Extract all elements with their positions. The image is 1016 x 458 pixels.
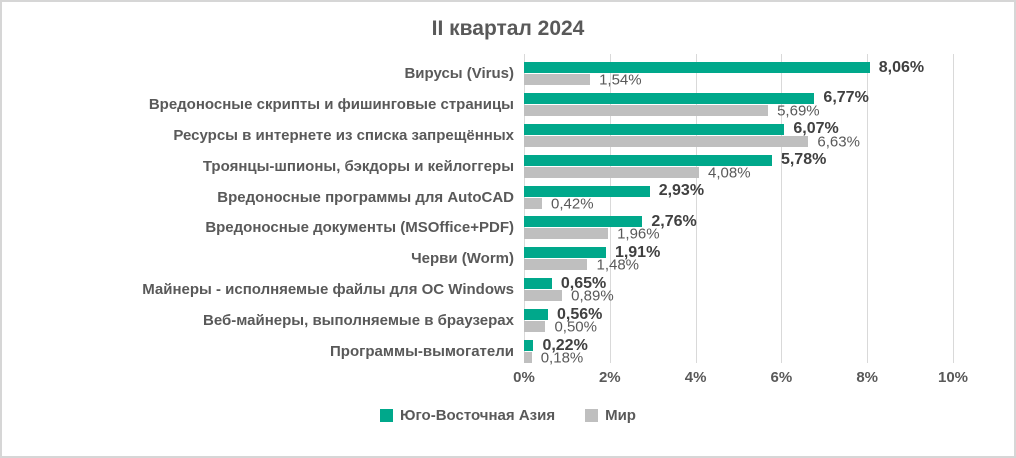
bar-world <box>524 321 545 332</box>
legend-label-sea: Юго-Восточная Азия <box>400 406 556 424</box>
value-label-world: 1,54% <box>599 71 642 89</box>
value-label-sea: 0,65% <box>560 274 607 292</box>
x-tick-label: 6% <box>770 369 793 386</box>
value-label-world: 0,18% <box>540 349 584 367</box>
category-label: Вредоносные документы (MSOffice+PDF) <box>205 219 514 237</box>
value-label-sea: 5,78% <box>780 151 827 169</box>
bar-world <box>524 74 590 85</box>
x-axis-ticks <box>513 367 1014 391</box>
bar-world <box>524 290 562 301</box>
chart-row <box>523 116 1014 151</box>
x-tick-label: 2% <box>598 369 621 386</box>
value-label-sea: 8,06% <box>878 58 925 76</box>
chart-row <box>523 178 1014 213</box>
value-label-world: 1,96% <box>617 225 660 243</box>
value-label-sea: 6,07% <box>793 120 839 138</box>
chart-row <box>523 239 1014 274</box>
chart-row <box>523 332 1014 367</box>
bar-world <box>524 352 532 363</box>
bar-world <box>524 228 608 239</box>
bar-sea <box>524 309 548 320</box>
value-label-world: 0,42% <box>551 195 594 213</box>
category-label: Черви (Worm) <box>411 250 514 268</box>
x-tick-label: 10% <box>937 369 969 386</box>
chart-row <box>523 147 1014 182</box>
value-label-world: 6,63% <box>817 133 860 151</box>
value-label-sea: 0,56% <box>557 305 603 323</box>
bar-sea <box>524 93 814 104</box>
bar-sea <box>524 340 533 351</box>
chart-body <box>2 54 1014 367</box>
value-label-world: 5,69% <box>777 102 820 120</box>
category-label: Вирусы (Virus) <box>404 64 514 82</box>
category-axis <box>2 54 523 363</box>
bar-sea <box>524 278 552 289</box>
value-label-sea: 2,93% <box>658 182 705 200</box>
legend-item-sea <box>380 407 555 424</box>
x-tick-label: 4% <box>684 369 707 386</box>
bar-world <box>524 167 699 178</box>
category-label: Ресурсы в интернете из списка запрещённых <box>173 126 514 144</box>
legend-item-world <box>585 407 636 424</box>
bar-world <box>524 136 808 147</box>
legend <box>2 403 1014 427</box>
x-tick-label: 8% <box>856 369 879 386</box>
value-label-world: 1,48% <box>596 256 640 274</box>
legend-swatch-sea <box>380 409 393 422</box>
category-label: Вредоносные программы для AutoCAD <box>217 188 514 206</box>
plot-area <box>523 54 1014 367</box>
bar-world <box>524 259 587 270</box>
chart-title: II квартал 2024 <box>431 17 585 40</box>
chart-row <box>523 85 1014 120</box>
x-tick-label: 0% <box>513 369 535 386</box>
bar-sea <box>524 62 870 73</box>
value-label-sea: 1,91% <box>614 243 661 261</box>
category-label: Веб-майнеры, выполняемые в браузерах <box>203 312 514 330</box>
category-label: Троянцы-шпионы, бэкдоры и кейлоггеры <box>202 157 514 175</box>
chart-row <box>523 270 1014 305</box>
category-label: Майнеры - исполняемые файлы для ОС Windows <box>142 281 514 299</box>
category-label: Программы-вымогатели <box>330 342 514 360</box>
chart-row <box>523 208 1014 243</box>
chart-row <box>523 301 1014 336</box>
value-label-sea: 2,76% <box>651 212 697 230</box>
bar-world <box>524 105 768 116</box>
x-axis <box>2 367 1014 391</box>
chart-row <box>523 54 1014 89</box>
value-label-sea: 0,22% <box>542 336 588 354</box>
value-label-world: 0,89% <box>571 287 614 305</box>
value-label-sea: 6,77% <box>823 89 869 107</box>
legend-label-world: Мир <box>605 406 636 424</box>
bar-world <box>524 198 542 209</box>
x-axis-spacer <box>2 367 523 391</box>
value-label-world: 0,50% <box>554 318 597 336</box>
category-label: Вредоносные скрипты и фишинговые страницы <box>148 95 514 113</box>
legend-swatch-world <box>585 409 598 422</box>
value-label-world: 4,08% <box>708 164 751 182</box>
bar-sea <box>524 247 606 258</box>
bar-sea <box>524 124 784 135</box>
